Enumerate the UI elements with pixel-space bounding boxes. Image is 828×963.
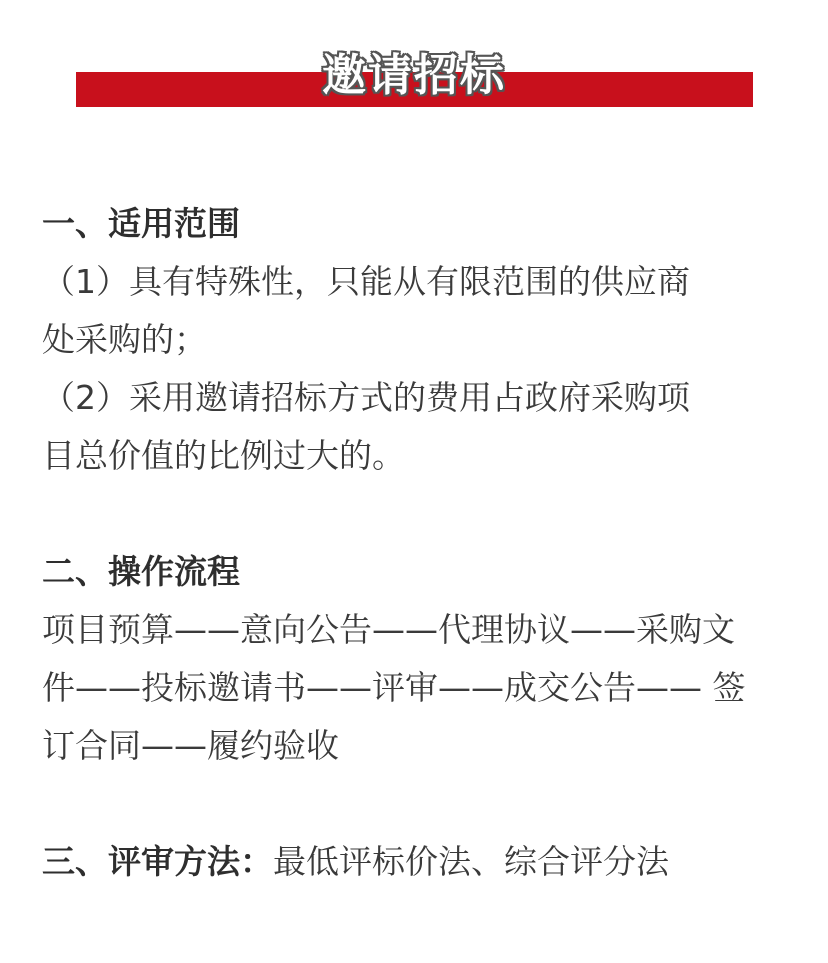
evaluation-method-line xyxy=(42,840,669,884)
section-heading-scope: 一、适用范围 xyxy=(42,204,240,243)
section-heading-evaluation: 三、评审方法： xyxy=(42,842,273,881)
scope-line-3: （2）采用邀请招标方式的费用占政府采购项 xyxy=(42,378,690,417)
scope-line-4: 目总价值的比例过大的。 xyxy=(42,436,405,475)
scope-line-1: （1）具有特殊性，只能从有限范围的供应商 xyxy=(42,262,690,301)
section-heading-process: 二、操作流程 xyxy=(42,552,240,591)
scope-line-2: 处采购的； xyxy=(42,320,207,359)
page-title: 邀请招标 xyxy=(322,50,506,101)
evaluation-methods-text: 最低评标价法、综合评分法 xyxy=(273,842,669,881)
process-line-2: 件——投标邀请书——评审——成交公告—— 签 xyxy=(42,668,746,707)
process-line-1: 项目预算——意向公告——代理协议——采购文 xyxy=(42,610,735,649)
process-line-3: 订合同——履约验收 xyxy=(42,726,339,765)
